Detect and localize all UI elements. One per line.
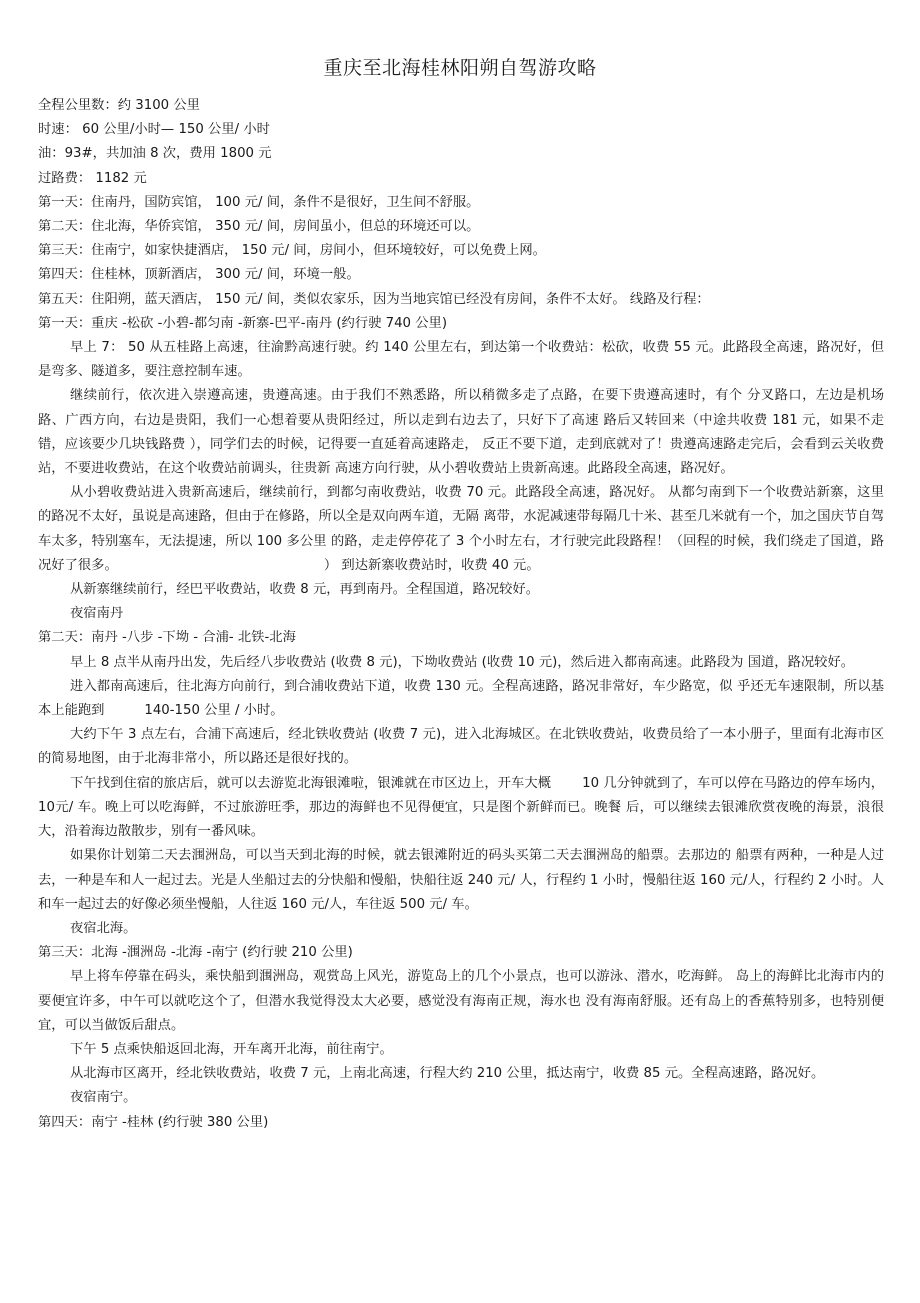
paragraph: 早上 7： 50 从五桂路上高速，往渝黔高速行驶。约 140 公里左右，到达第一个收费站：松砍，收费 55 元。此路段全高速，路况好，但是弯多、隧道多，要注意控制车速。 xyxy=(38,340,884,380)
night-stay: 夜宿南宁。 xyxy=(70,1090,137,1106)
paragraph: 早上 8 点半从南丹出发，先后经八步收费站 (收费 8 元)，下坳收费站 (收费 10 元)，然后进入都南高速。此路段为 国道，路况较好。 xyxy=(70,654,855,670)
itinerary-day-3-heading: 第三天：北海 -涠洲岛 -北海 -南宁 (约行驶 210 公里) xyxy=(38,945,353,961)
document-title: 重庆至北海桂林阳朔自驾游攻略 xyxy=(323,57,597,79)
paragraph: 下午 5 点乘快船返回北海，开车离开北海，前往南宁。 xyxy=(70,1041,393,1057)
paragraph: 大约下午 3 点左右，合浦下高速后，经北铁收费站 (收费 7 元)，进入北海城区。在北铁收费站，收费员给了一本小册子，里面有北海市区的简易地图，由于北海非常小，所以路还是很好找的。 xyxy=(38,727,884,767)
lodging-day-3: 第三天：住南宁，如家快捷酒店， 150 元/ 间，房间小，但环境较好，可以免费上网。 xyxy=(38,243,546,259)
itinerary-day-4-heading: 第四天：南宁 -桂林 (约行驶 380 公里) xyxy=(38,1114,269,1130)
lodging-day-4: 第四天：住桂林，顶新酒店， 300 元/ 间，环境一般。 xyxy=(38,267,360,283)
document-body xyxy=(38,94,884,1135)
lodging-day-5: 第五天：住阳朔，蓝天酒店， 150 元/ 间，类似农家乐，因为当地宾馆已经没有房间，条件不太好。 线路及行程： xyxy=(38,291,710,307)
night-stay: 夜宿北海。 xyxy=(70,920,137,936)
paragraph: 进入都南高速后，往北海方向前行，到合浦收费站下道，收费 130 元。全程高速路，路况非常好，车少路宽，似 乎还无车速限制，所以基本上能跑到 140-150 公里 / 小时。 xyxy=(38,678,884,719)
paragraph: 从小碧收费站进入贵新高速后，继续前行，到都匀南收费站，收费 70 元。此路段全高速，路况好。 从都匀南到下一个收费站新寨，这里的路况不太好，虽说是高速路，但由于在修路，所以全是双向两车道，无隔 离带，水泥减速带每隔几十米、甚至几米就有一个，加之国庆节自驾车太多，特别塞车，无法提速，所以 100 多公里 的路，走走停停花了 3 个小时左右，才行驶完此段路程！（回程的时候，我们绕走了国道，路况好了很多。 ） 到达新寨收费站时，收费 40 元。 xyxy=(38,485,884,573)
paragraph: 早上将车停靠在码头，乘快船到涠洲岛，观赏岛上风光，游览岛上的几个小景点，也可以游泳、潜水，吃海鲜。 岛上的海鲜比北海市内的要便宜许多，中午可以就吃这个了，但潜水我觉得没太大必要，感觉没有海南正规，海水也 没有海南舒服。还有岛上的香蕉特别多，也特别便宜，可以当做饭后甜点。 xyxy=(38,969,884,1033)
paragraph: 从北海市区离开，经北铁收费站，收费 7 元，上南北高速，行程大约 210 公里，抵达南宁，收费 85 元。全程高速路，路况好。 xyxy=(70,1066,825,1082)
night-stay: 夜宿南丹 xyxy=(70,606,124,622)
paragraph: 如果你计划第二天去涠洲岛，可以当天到北海的时候，就去银滩附近的码头买第二天去涠洲岛的船票。去那边的 船票有两种，一种是人过去，一种是车和人一起过去。光是人坐船过去的分快船和慢船，快船往返 240 元/ 人，行程约 1 小时，慢船往返 160 元/人，行程约 2 小时。人和车一起过去的好像必须坐慢船，人往返 160 元/人，车往返 500 元/ 车。 xyxy=(38,848,885,912)
paragraph: 从新寨继续前行，经巴平收费站，收费 8 元，再到南丹。全程国道，路况较好。 xyxy=(70,582,540,598)
summary-distance: 全程公里数：约 3100 公里 xyxy=(38,98,200,113)
itinerary-day-1-heading: 第一天：重庆 -松砍 -小碧-都匀南 -新寨-巴平-南丹 (约行驶 740 公里) xyxy=(38,315,448,331)
paragraph: 继续前行，依次进入崇遵高速，贵遵高速。由于我们不熟悉路，所以稍微多走了点路，在要下贵遵高速时，有个 分叉路口，左边是机场路、广西方向，右边是贵阳，我们一心想着要从贵阳经过，所以走到右边去了，只好下了高速 路后又转回来（中途共收费 181 元，如果不走错，应该要少几块钱路费 ），同学们去的时候，记得要一直延着高速路走， 反正不要下道，走到底就对了！贵遵高速路走完后，会看到云关收费站，不要进收费站，在这个收费站前调头，往贵新 高速方向行驶，从小碧收费站上贵新高速。此路段全高速，路况好。 xyxy=(38,388,884,477)
lodging-day-2: 第二天：住北海，华侨宾馆， 350 元/ 间，房间虽小，但总的环境还可以。 xyxy=(38,219,480,235)
summary-fuel: 油：93#，共加油 8 次，费用 1800 元 xyxy=(38,146,272,162)
summary-tolls: 过路费： 1182 元 xyxy=(38,170,147,186)
summary-speed: 时速： 60 公里/小时— 150 公里/ 小时 xyxy=(38,122,270,138)
paragraph: 下午找到住宿的旅店后，就可以去游览北海银滩啦，银滩就在市区边上，开车大概 10 几分钟就到了，车可以停在马路边的停车场内， 10元/ 车。晚上可以吃海鲜，不过旅游旺季，那边的海鲜也不见得便宜，只是图个新鲜而已。晚餐 后，可以继续去银滩欣赏夜晚的海景，浪很大，沿着海边散散步，别有一番风味。 xyxy=(38,775,884,840)
lodging-day-1: 第一天：住南丹，国防宾馆， 100 元/ 间，条件不是很好，卫生间不舒服。 xyxy=(38,194,480,210)
itinerary-day-2-heading: 第二天：南丹 -八步 -下坳 - 合浦- 北铁-北海 xyxy=(38,630,296,646)
